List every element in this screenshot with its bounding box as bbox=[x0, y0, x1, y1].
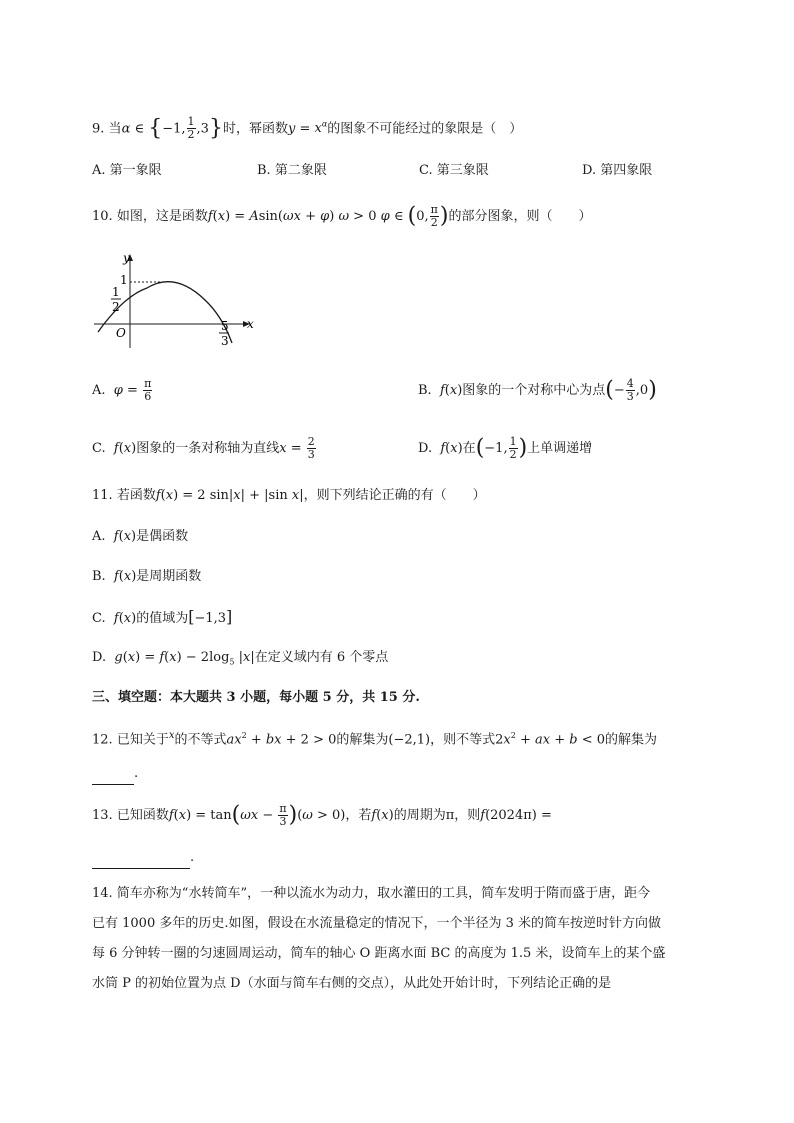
q11-option-a: A. f(x)是偶函数 bbox=[92, 529, 189, 544]
q11-option-b: B. f(x)是周期函数 bbox=[92, 569, 202, 584]
root-denominator: 3 bbox=[221, 334, 229, 348]
q9-option-b: B. 第二象限 bbox=[257, 163, 327, 178]
q11-option-d: D. $g(x) = f(x) - 2\log_5$ |x|在定义域内有 6 个零点 bbox=[92, 650, 389, 667]
question-9: 9. 当α ∈ {−1, $\frac{1}{2}$ ,3}时，幂函数$y = x^\alpha$的图象不可能经过的象限是（ ） bbox=[92, 115, 523, 142]
q12-answer-blank[interactable]: . bbox=[92, 764, 138, 785]
origin-label: O bbox=[116, 326, 126, 340]
x-axis-label: x bbox=[247, 317, 254, 331]
q9-option-c: C. 第三象限 bbox=[419, 163, 489, 178]
question-12: 12. 已知关于$^x$的不等式$ax^2$ + bx + 2 > 0的解集为(−2,1)，则不等式$2x^2$ + ax + b < 0的解集为 bbox=[92, 730, 658, 748]
q10-option-d: D. f(x)在(−1, $\frac{1}{2}$ )上单调递增 bbox=[418, 435, 593, 461]
q10-option-c: C. f(x)图象的一条对称轴为直线x = $\frac{2}{3}$ bbox=[92, 435, 315, 461]
q9-option-d: D. 第四象限 bbox=[582, 163, 653, 178]
q10-option-a: A. φ = $\frac{\pi}{6}$ bbox=[92, 377, 152, 403]
q14-line-4: 水筒 P 的初始位置为点 D（水面与简车右侧的交点），从此处开始计时，下列结论正确的是 bbox=[92, 976, 612, 991]
half-numerator: 1 bbox=[112, 285, 120, 299]
question-11: 11. 若函数f(x) = 2 sin|x| + |sin x|，则下列结论正确的有（ ） bbox=[92, 488, 486, 503]
q14-line-2: 已有 1000 多年的历史.如图，假设在水流量稳定的情况下，一个半径为 3 米的简车按逆时针方向做 bbox=[92, 916, 662, 931]
q11-option-c: C. f(x)的值域为[−1,3] bbox=[92, 607, 233, 626]
function-graph bbox=[92, 244, 257, 350]
q14-line-1: 14. 简车亦称为“水转简车”，一种以流水为动力，取水灌田的工具，简车发明于隋而盛于唐，距今 bbox=[92, 886, 651, 901]
question-13: 13. 已知函数f(x) = tan(ωx − $\frac{\pi}{3}$ )(ω > 0)，若f(x)的周期为π，则f(2024π) = bbox=[92, 802, 552, 828]
y-axis-label: y bbox=[123, 251, 130, 265]
q10-option-b: B. f(x)图象的一个对称中心为点(− $\frac{4}{3}$ ,0) bbox=[418, 377, 657, 403]
y-one-label: 1 bbox=[120, 273, 128, 287]
q9-option-a: A. 第一象限 bbox=[92, 163, 162, 178]
question-10: 10. 如图，这是函数f(x) = Asin(ωx + φ) ω > 0 φ ∈ (0, $\frac{\pi}{2}$ )的部分图象，则（ ） bbox=[92, 203, 592, 229]
section-3-heading: 三、填空题：本大题共 3 小题，每小题 5 分，共 15 分. bbox=[92, 690, 420, 705]
half-denominator: 2 bbox=[112, 300, 120, 314]
q13-answer-blank[interactable]: . bbox=[92, 848, 194, 869]
q14-line-3: 每 6 分钟转一圈的匀速圆周运动，简车的轴心 O 距离水面 BC 的高度为 1.5 米，设简车上的某个盛 bbox=[92, 946, 666, 961]
root-numerator: 5 bbox=[221, 319, 229, 333]
question-14 bbox=[92, 879, 702, 999]
